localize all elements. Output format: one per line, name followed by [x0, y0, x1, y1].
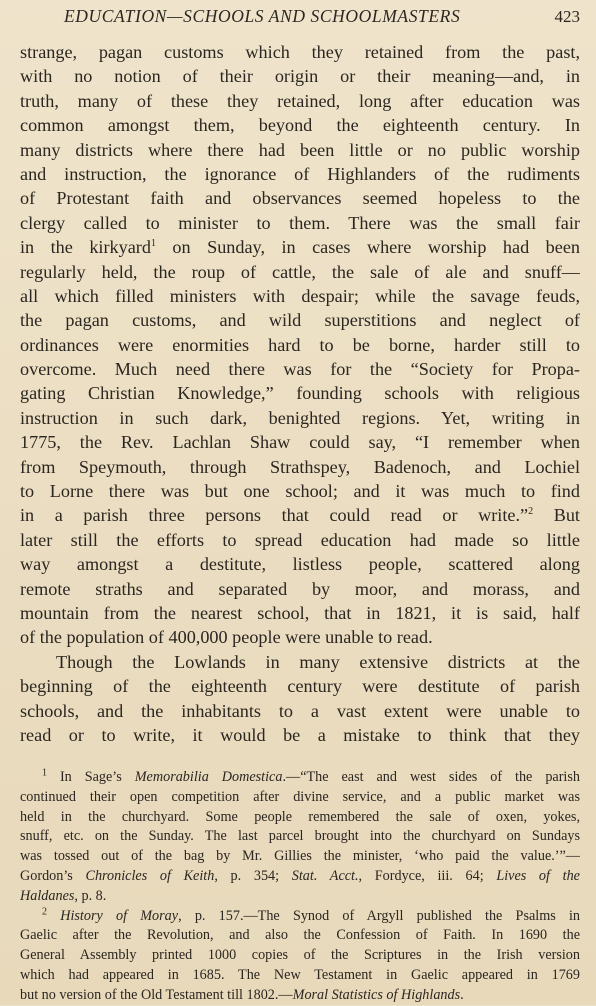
text-line: many districts where there had been little or no public worship [20, 139, 580, 160]
footnote-1-line: continued their open competition after divine service, and a public market was [20, 788, 580, 805]
text-fragment: in a parish three persons that could read or write.” [20, 505, 529, 526]
text-line: read or to write, it would be a mistake to think that they [20, 724, 580, 745]
footnote-1-line: snuff, etc. on the Sunday. The last parcel brought into the churchyard on Sundays [20, 828, 580, 845]
text-fragment: In Sage’s [47, 769, 135, 785]
footnote-1-line [20, 867, 580, 887]
text-fragment: in the kirkyard [20, 237, 151, 258]
text-line: clergy called to minister to them. There was the small fair [20, 212, 580, 233]
text-line: mountain from the nearest school, that in 1821, it is said, half [20, 602, 580, 623]
text-line: ordinances were enormities hard to be borne, harder still to [20, 334, 580, 355]
footnote-1-line: was tossed out of the bag by Mr. Gillies the minister, ‘who paid the value.’”— [20, 848, 580, 865]
footnote-ref-1: 1 [150, 238, 156, 250]
text-fragment: But [533, 505, 580, 526]
text-line: schools, and the inhabitants to a vast extent were unable to [20, 700, 580, 721]
text-line: beginning of the eighteenth century were destitute of parish [20, 676, 580, 697]
text-line: overcome. Much need there was for the “Society for Propa- [20, 359, 580, 380]
text-line: 1775, the Rev. Lachlan Shaw could say, “I remember when [20, 432, 580, 453]
text-line: Though the Lowlands in many extensive districts at the [56, 651, 580, 672]
italic-title: Lives of the [496, 867, 580, 884]
text-line: strange, pagan customs which they retained from the past, [20, 42, 580, 62]
text-fragment: , p. 157.—The Synod of Argyll published the Psalms in [178, 907, 580, 924]
text-line: truth, many of these they retained, long after education was [20, 90, 580, 111]
text-line: way amongst a destitute, listless people, scattered along [20, 554, 580, 575]
text-fragment: but no version of the Old Testament till 1802.— [20, 986, 293, 1003]
text-line: common amongst them, beyond the eighteenth century. In [20, 115, 580, 136]
text-fragment: Gordon’s [20, 867, 86, 884]
italic-title: Haldanes [20, 887, 75, 904]
text-line: later still the efforts to spread education had made so little [20, 529, 580, 550]
text-line: regularly held, the roup of cattle, the sale of ale and snuff— [20, 261, 580, 282]
text-line [20, 235, 580, 259]
text-line: and instruction, the ignorance of Highlanders of the rudiments [20, 163, 580, 184]
footnote-2-line [20, 907, 580, 927]
text-line: from Speymouth, through Strathspey, Badenoch, and Lochiel [20, 456, 580, 477]
text-fragment: . [460, 986, 464, 1003]
footnote-1-line [20, 768, 580, 788]
footnote-2-line: which had appeared in 1685. The New Testament in Gaelic appeared in 1769 [20, 966, 580, 983]
text-line [20, 503, 580, 527]
footnote-2-line: Gaelic after the Revolution, and also the Confession of Faith. In 1690 the [20, 927, 580, 944]
text-fragment: on Sunday, in cases where worship had been [155, 237, 580, 258]
text-line: all which filled ministers with despair; while the savage feuds, [20, 285, 580, 306]
text-line: of the population of 400,000 people were unable to read. [20, 627, 433, 648]
footnote-1-line [20, 887, 580, 907]
footnotes [20, 768, 580, 1006]
footnote-2-line: General Assembly printed 1000 copies of the Scriptures in the Irish version [20, 947, 580, 964]
italic-title: Stat. Acct. [291, 867, 359, 884]
text-fragment: , p. 8. [74, 887, 107, 904]
body-text [20, 40, 580, 747]
page-number: 423 [554, 7, 580, 26]
footnote-marker: 2 [42, 906, 47, 917]
footnote-marker: 1 [42, 768, 47, 779]
footnote-2-line [20, 986, 580, 1006]
text-line: instruction in such dark, benighted regions. Yet, writing in [20, 407, 580, 428]
text-line: with no notion of their origin or their meaning—and, in [20, 66, 580, 87]
text-line: the pagan customs, and wild superstitions and neglect of [20, 310, 580, 331]
text-fragment: , Fordyce, iii. 64; [358, 867, 497, 884]
footnote-1-line: held in the churchyard. Some people remembered the sale of oxen, yokes, [20, 808, 580, 825]
text-line: to Lorne there was but one school; and it was much to find [20, 481, 580, 502]
text-fragment: , p. 354; [214, 867, 292, 884]
running-title: EDUCATION—SCHOOLS AND SCHOOLMASTERS [64, 6, 461, 26]
italic-title: Memorabilia Domestica [134, 769, 283, 785]
text-line: gating Christian Knowledge,” founding schools with religious [20, 383, 580, 404]
italic-title: Chronicles of Keith [85, 867, 215, 884]
text-line: remote straths and separated by moor, and morass, and [20, 578, 580, 599]
italic-title: Moral Statistics of Highlands [292, 986, 461, 1003]
text-fragment: .—“The east and west sides of the parish [282, 769, 580, 785]
text-line: of Protestant faith and observances seemed hopeless to the [20, 188, 580, 209]
footnote-ref-2: 2 [528, 506, 534, 518]
italic-title: History of Moray [60, 907, 179, 924]
page-header [0, 6, 596, 32]
